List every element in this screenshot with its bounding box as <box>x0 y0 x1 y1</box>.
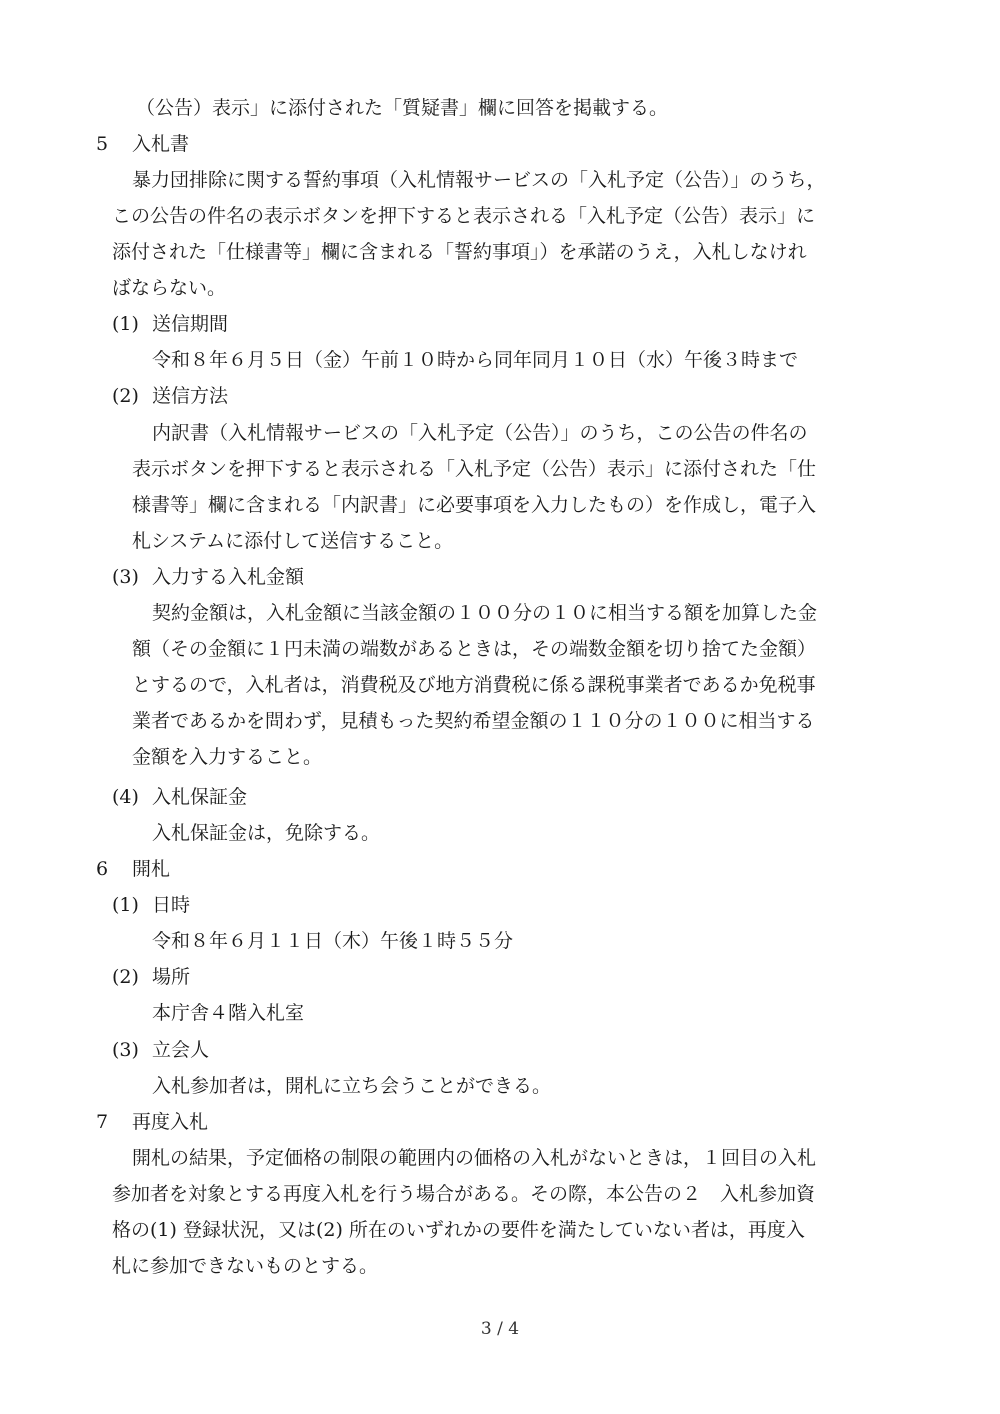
continuation-line: （公告）表示」に添付された「質疑書」欄に回答を掲載する。 <box>136 97 669 119</box>
paragraph-line: 表示ボタンを押下すると表示される「入札予定（公告）表示」に添付された「仕 <box>132 458 817 480</box>
subsection-title: 送信方法 <box>152 385 229 407</box>
paragraph-line: 格の(1) 登録状況，又は(2) 所在のいずれかの要件を満たしていない者は，再度入 <box>112 1219 805 1241</box>
paragraph-line: 入札参加者は，開札に立ち会うことができる。 <box>152 1075 552 1097</box>
paragraph-line: とするので，入札者は，消費税及び地方消費税に係る課税事業者であるか免税事 <box>132 674 816 696</box>
paragraph-line: 金額を入力すること。 <box>132 746 323 768</box>
subsection-title: 立会人 <box>152 1039 210 1061</box>
section-6-title: 開札 <box>132 858 171 880</box>
subsection-title: 送信期間 <box>152 313 229 335</box>
paragraph-line: 契約金額は，入札金額に当該金額の１００分の１０に相当する額を加算した金 <box>152 602 818 624</box>
subsection-label: (3) <box>112 1039 139 1061</box>
subsection-title: 日時 <box>152 894 191 916</box>
paragraph-line: ばならない。 <box>112 277 227 299</box>
paragraph-line: 様書等」欄に含まれる「内訳書」に必要事項を入力したもの）を作成し，電子入 <box>132 494 817 516</box>
paragraph-line: 令和８年６月５日（金）午前１０時から同年同月１０日（水）午後３時まで <box>152 349 799 371</box>
paragraph-line: 札に参加できないものとする。 <box>112 1255 379 1277</box>
paragraph-line: 令和８年６月１１日（木）午後１時５５分 <box>152 930 514 952</box>
section-5-number: 5 <box>96 133 109 155</box>
paragraph-line: 入札保証金は，免除する。 <box>152 822 381 844</box>
page-number: 3 / 4 <box>480 1319 520 1339</box>
paragraph-line: 添付された「仕様書等」欄に含まれる「誓約事項」）を承諾のうえ，入札しなけれ <box>112 241 807 263</box>
section-7-title: 再度入札 <box>132 1111 209 1133</box>
paragraph-line: 札システムに添付して送信すること。 <box>132 530 454 552</box>
subsection-title: 入力する入札金額 <box>152 566 305 588</box>
subsection-title: 場所 <box>152 966 191 988</box>
subsection-label: (4) <box>112 786 139 808</box>
subsection-label: (2) <box>112 966 139 988</box>
paragraph-line: 開札の結果，予定価格の制限の範囲内の価格の入札がないときは，１回目の入札 <box>132 1147 817 1169</box>
subsection-label: (1) <box>112 894 139 916</box>
paragraph-line: 額（その金額に１円未満の端数があるときは，その端数金額を切り捨てた金額） <box>132 638 817 660</box>
paragraph-line: 本庁舎４階入札室 <box>152 1002 305 1024</box>
paragraph-line: 参加者を対象とする再度入札を行う場合がある。その際，本公告の２ 入札参加資 <box>112 1183 816 1205</box>
subsection-label: (2) <box>112 385 139 407</box>
section-7-number: 7 <box>96 1111 109 1133</box>
subsection-label: (3) <box>112 566 139 588</box>
paragraph-line: 業者であるかを問わず，見積もった契約希望金額の１１０分の１００に相当する <box>132 710 815 732</box>
section-5-title: 入札書 <box>132 133 190 155</box>
paragraph-line: 内訳書（入札情報サービスの「入札予定（公告）」のうち，この公告の件名の <box>152 422 808 444</box>
paragraph-line: この公告の件名の表示ボタンを押下すると表示される「入札予定（公告）表示」に <box>112 205 816 227</box>
subsection-title: 入札保証金 <box>152 786 248 808</box>
subsection-label: (1) <box>112 313 139 335</box>
section-6-number: 6 <box>96 858 109 880</box>
paragraph-line: 暴力団排除に関する誓約事項（入札情報サービスの「入札予定（公告）」のうち， <box>132 169 826 191</box>
